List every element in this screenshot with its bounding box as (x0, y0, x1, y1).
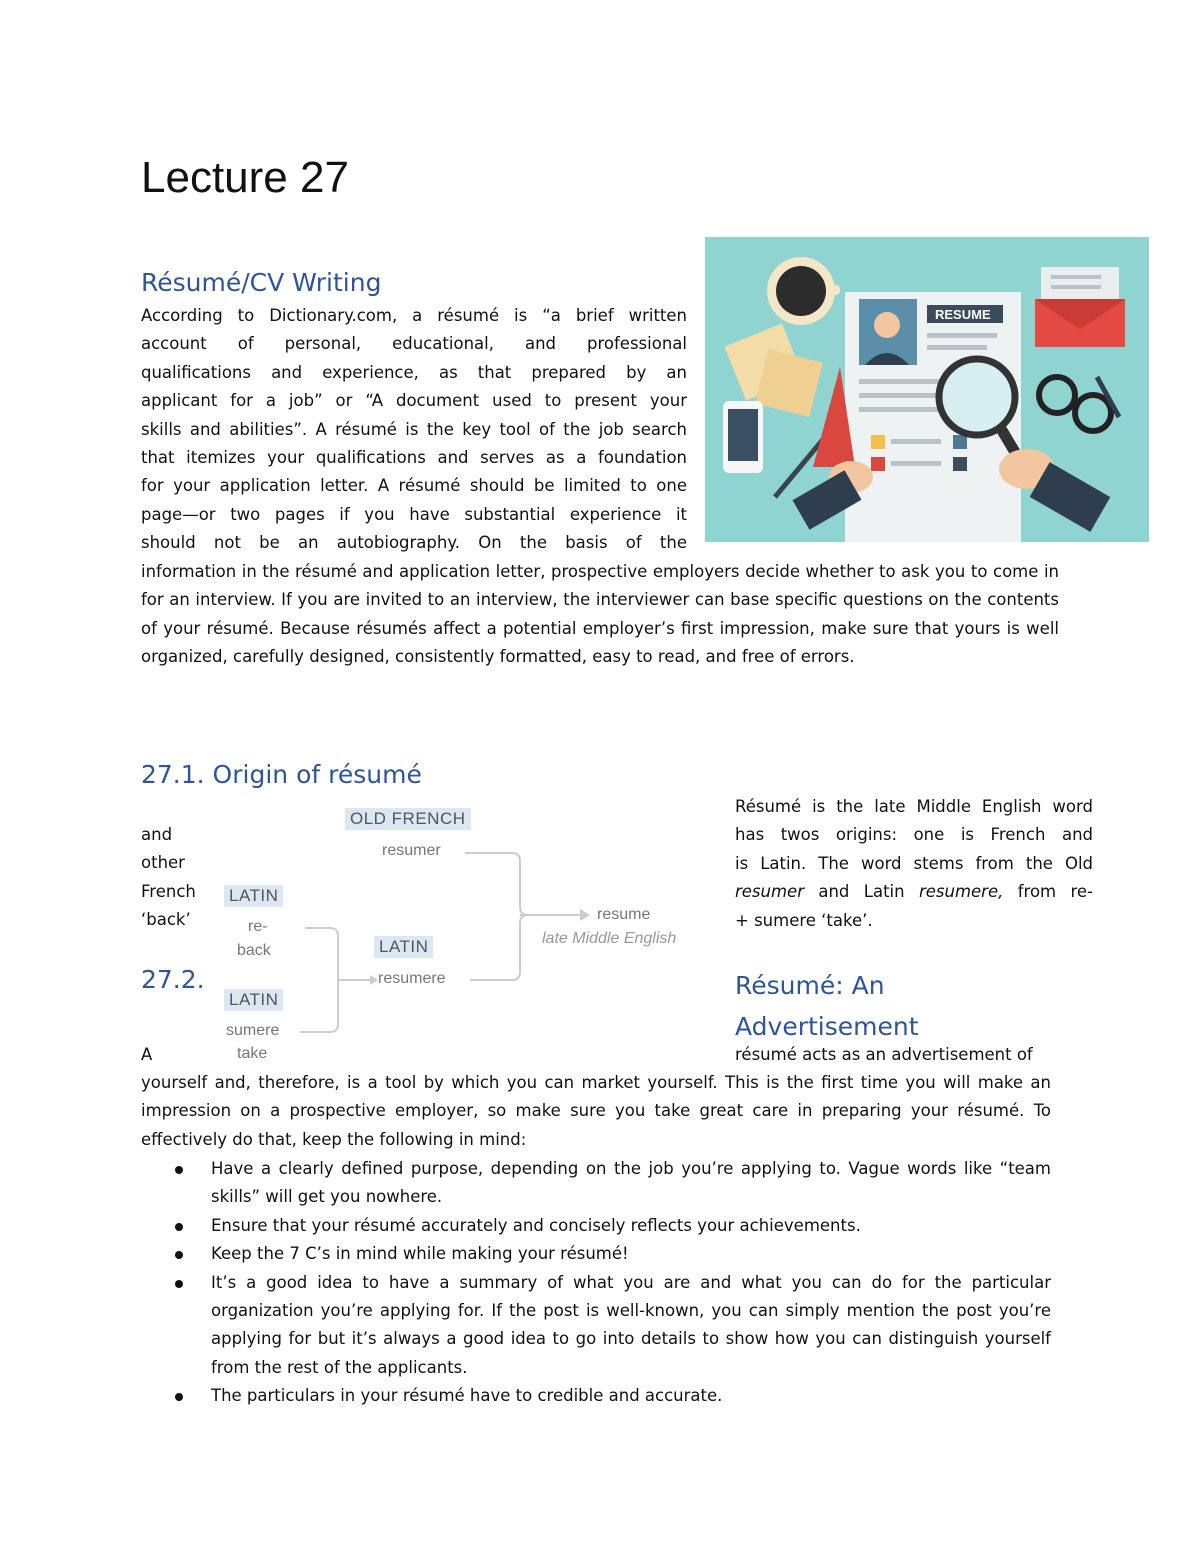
ety-word-re: re- (248, 918, 268, 935)
origin-line: is Latin. The word stems from the Old (735, 853, 1093, 873)
bullet-icon (175, 1280, 183, 1288)
list-item (141, 1212, 1051, 1240)
left-word: and (141, 825, 173, 844)
ety-label-latin: LATIN (224, 885, 283, 907)
list-item-text: The particulars in your résumé have to credible and accurate. (211, 1386, 723, 1406)
advert-first-line: résumé acts as an advertisement of (735, 1045, 1033, 1064)
left-word: other (141, 853, 185, 873)
section-heading-origin: 27.1. Origin of résumé (141, 760, 422, 789)
heading-line: Advertisement (735, 1012, 919, 1041)
resume-label-text: RESUME (935, 307, 991, 322)
ety-label-latin: LATIN (224, 989, 283, 1011)
left-word: ‘back’ (141, 910, 191, 930)
ety-word-sumere: sumere (226, 1022, 280, 1039)
list-item (141, 1269, 1051, 1383)
section-heading-partial: 27.2. (141, 965, 205, 994)
origin-line: has twos origins: one is French and (735, 825, 1093, 845)
origin-line: Résumé is the late Middle English word (735, 797, 1093, 816)
list-item-text: Ensure that your résumé accurately and concisely reflects your achievements. (211, 1215, 861, 1235)
ety-word-back: back (237, 942, 271, 959)
intro-line: applicant for a job” or “A document used to present your (141, 391, 687, 411)
left-word-column (141, 821, 211, 935)
ety-label-old-french: OLD FRENCH (345, 808, 471, 830)
intro-paragraph-wrapped (141, 302, 687, 558)
italic-word: resumere, (918, 882, 1004, 902)
bullet-icon (175, 1223, 183, 1231)
bullet-icon (175, 1166, 183, 1174)
bullet-icon (175, 1251, 183, 1259)
bullet-icon (175, 1393, 183, 1401)
advert-first-word: A (141, 1045, 153, 1064)
list-item (141, 1240, 1051, 1268)
ety-word-resume: resume (597, 906, 651, 923)
italic-word: resumer (735, 882, 804, 902)
intro-line: account of personal, educational, and professional (141, 334, 687, 354)
origin-line: + sumere ‘take’. (735, 910, 873, 930)
left-word: French (141, 881, 196, 901)
heading-line: Résumé: An (735, 971, 885, 1000)
page-title: Lecture 27 (141, 153, 349, 202)
list-item (141, 1155, 1051, 1212)
list-item-text: Have a clearly defined purpose, depending on the job you’re applying to. Vague words like “team skills” will get you nowhere. (211, 1159, 1051, 1207)
text-span: and Latin (804, 882, 919, 902)
advice-list (141, 1155, 1051, 1411)
ety-label-latin: LATIN (374, 936, 433, 958)
intro-line: page—or two pages if you have substantial experience it (141, 504, 687, 524)
origin-line (735, 878, 1093, 906)
section-heading-resume-cv: Résumé/CV Writing (141, 268, 382, 297)
intro-line: qualifications and experience, as that prepared by an (141, 362, 687, 382)
resume-illustration (705, 237, 1149, 542)
intro-line: According to Dictionary.com, a résumé is “a brief written (141, 306, 687, 325)
intro-line: that itemizes your qualifications and serves as a foundation (141, 448, 687, 468)
intro-paragraph-rest: information in the résumé and application letter, prospective employers decide whether to ask you to come in for an interview. If you are invited to an interview, the interviewer can base specific questions on the contents of your résumé. Because résumés affect a potential employer’s first impression, make sure that yours is well organized, carefully designed, consistently formatted, easy to read, and free of errors. (141, 562, 1059, 667)
intro-line: skills and abilities”. A résumé is the key tool of the job search (141, 419, 687, 439)
ety-word-late-middle-english: late Middle English (542, 930, 677, 947)
etymology-diagram (220, 800, 730, 1070)
advert-paragraph: yourself and, therefore, is a tool by which you can market yourself. This is the first time you will make an impression on a prospective employer, so make sure you take great care in preparing your résumé. To effectively do that, keep the following in mind: (141, 1073, 1051, 1149)
ety-word-resumere: resumere (378, 970, 446, 987)
list-item (141, 1382, 1051, 1410)
ety-word-resumer: resumer (382, 842, 441, 859)
list-item-text: Keep the 7 C’s in mind while making your résumé! (211, 1244, 629, 1264)
section-heading-advertisement (735, 965, 919, 1047)
intro-line: should not be an autobiography. On the basis of the (141, 533, 687, 553)
intro-line: for your application letter. A résumé should be limited to one (141, 476, 687, 496)
list-item-text: It’s a good idea to have a summary of what you are and what you can do for the particular organization you’re applying for. If the post is well-known, you can simply mention the post you’re applying for but it’s always a good idea to go into details to show how you can distinguish yourself from the rest of the applicants. (211, 1272, 1051, 1377)
origin-paragraph (735, 793, 1093, 935)
ety-word-take: take (237, 1045, 268, 1062)
text-span: from re- (1003, 882, 1094, 902)
